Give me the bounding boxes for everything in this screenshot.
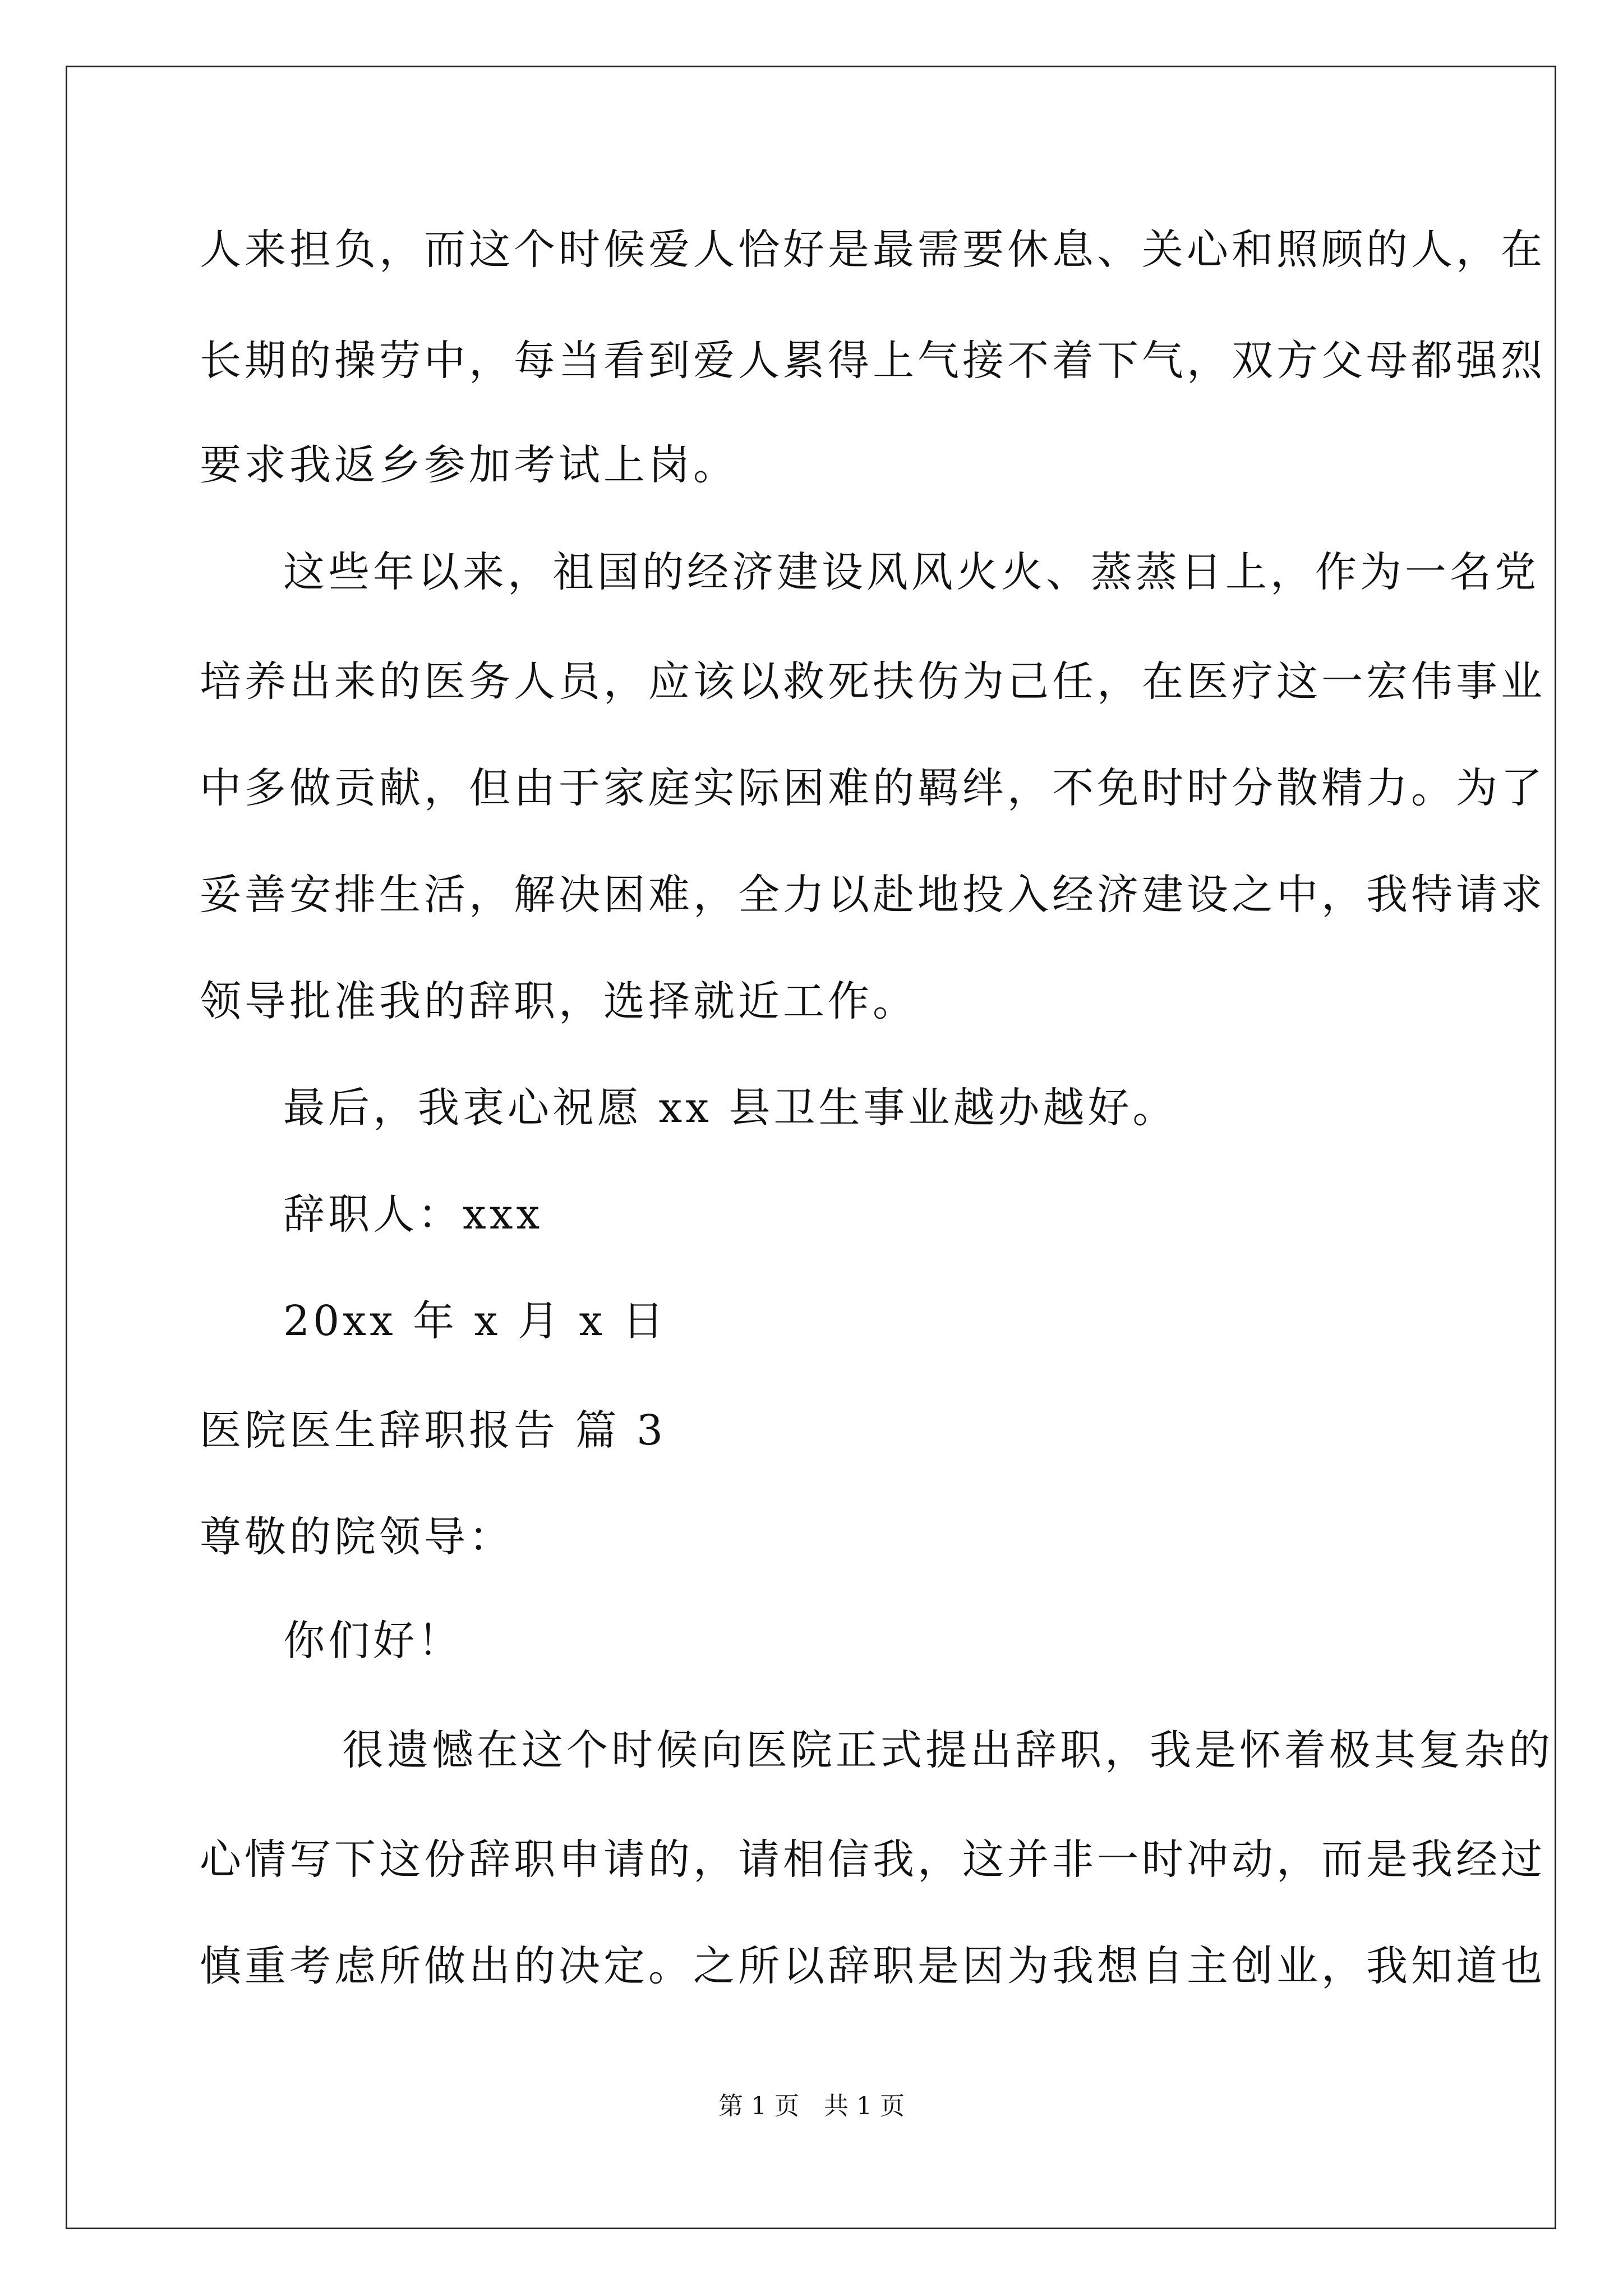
paragraph-line: 要求我返乡参加考试上岗。 xyxy=(200,441,738,489)
paragraph-line: 慎重考虑所做出的决定。之所以辞职是因为我想自主创业，我知道也 xyxy=(200,1942,1546,1990)
date-line: 20xx 年 x 月 x 日 xyxy=(283,1297,667,1345)
paragraph-line: 很遗憾在这个时候向医院正式提出辞职，我是怀着极其复杂的 xyxy=(342,1726,1553,1774)
paragraph-line: 长期的操劳中，每当看到爱人累得上气接不着下气，双方父母都强烈 xyxy=(200,337,1546,385)
salutation: 尊敬的院领导： xyxy=(200,1513,514,1561)
page-border xyxy=(66,66,1556,2229)
paragraph-line: 人来担负，而这个时候爱人恰好是最需要休息、关心和照顾的人，在 xyxy=(200,226,1546,274)
paragraph-line: 领导批准我的辞职，选择就近工作。 xyxy=(200,977,917,1025)
paragraph-line: 培养出来的医务人员，应该以救死扶伤为己任，在医疗这一宏伟事业 xyxy=(200,657,1546,706)
closing-wish: 最后，我衷心祝愿 xx 县卫生事业越办越好。 xyxy=(283,1084,1178,1132)
paragraph-line: 中多做贡献，但由于家庭实际困难的羁绊，不免时时分散精力。为了 xyxy=(200,764,1546,812)
paragraph-line: 这些年以来，祖国的经济建设风风火火、蒸蒸日上，作为一名党 xyxy=(283,548,1539,596)
signature-line: 辞职人：xxx xyxy=(283,1190,543,1239)
paragraph-line: 心情写下这份辞职申请的，请相信我，这并非一时冲动，而是我经过 xyxy=(200,1835,1546,1884)
page-footer: 第 1 页 共 1 页 xyxy=(718,2092,905,2120)
paragraph-line: 妥善安排生活，解决困难，全力以赴地投入经济建设之中，我特请求 xyxy=(200,871,1546,919)
section-title: 医院医生辞职报告 篇 3 xyxy=(200,1406,667,1455)
greeting: 你们好！ xyxy=(283,1617,463,1665)
